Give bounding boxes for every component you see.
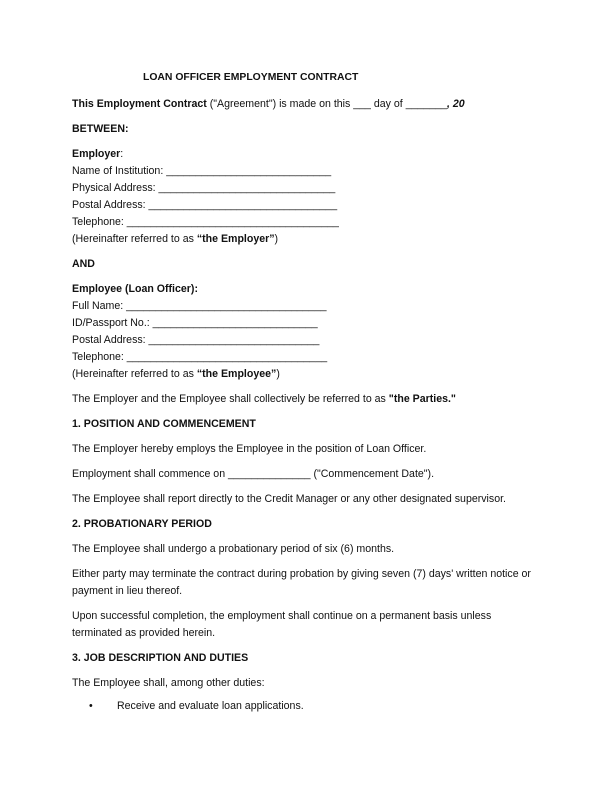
employee-reference: (Hereinafter referred to as “the Employee”) [72,368,280,380]
employer-field: Telephone: ____________________________________ [72,216,339,228]
section-paragraph: Either party may terminate the contract during probation by giving seven (7) days' written notice or payment in lieu thereof. [72,568,531,597]
list-item: • Receive and evaluate loan applications. [72,700,542,712]
employer-field: Physical Address: ______________________________ [72,182,336,194]
section-paragraph: The Employee shall, among other duties: [72,677,265,689]
section-paragraph: The Employee shall undergo a probationary period of six (6) months. [72,543,395,555]
intro-paragraph [72,96,542,113]
section-paragraph: Employment shall commence on ______________ ("Commencement Date"). [72,468,435,480]
document-body [72,96,542,712]
intro-text: ("Agreement") is made on this ___ day of _______ [206,98,447,110]
employee-field: Postal Address: _____________________________ [72,334,320,346]
employee-field: Full Name: __________________________________ [72,300,327,312]
employer-heading: Employer: [72,148,124,160]
employee-field: ID/Passport No.: ____________________________ [72,317,318,329]
section-paragraph: The Employer hereby employs the Employee in the position of Loan Officer. [72,443,427,455]
section-heading: 2. PROBATIONARY PERIOD [72,518,212,530]
bullet-icon: • [89,700,93,712]
section-heading: 1. POSITION AND COMMENCEMENT [72,418,256,430]
and-heading: AND [72,258,95,270]
section-paragraph: The Employee shall report directly to the Credit Manager or any other designated supervisor. [72,493,506,505]
employer-field: Postal Address: ________________________________ [72,199,338,211]
between-heading: BETWEEN: [72,123,129,135]
employee-field: Telephone: __________________________________ [72,351,328,363]
section-heading: 3. JOB DESCRIPTION AND DUTIES [72,652,249,664]
document-title: LOAN OFFICER EMPLOYMENT CONTRACT [143,72,359,83]
employer-field: Name of Institution: ____________________________ [72,165,332,177]
employee-heading: Employee (Loan Officer): [72,283,198,295]
intro-year: , 20 [446,98,465,110]
intro-bold: This Employment Contract [72,98,207,110]
parties-paragraph: The Employer and the Employee shall collectively be referred to as "the Parties." [72,393,456,405]
section-paragraph: Upon successful completion, the employment shall continue on a permanent basis unless terminated as provided herein. [72,610,492,639]
employer-reference: (Hereinafter referred to as “the Employer”) [72,233,279,245]
